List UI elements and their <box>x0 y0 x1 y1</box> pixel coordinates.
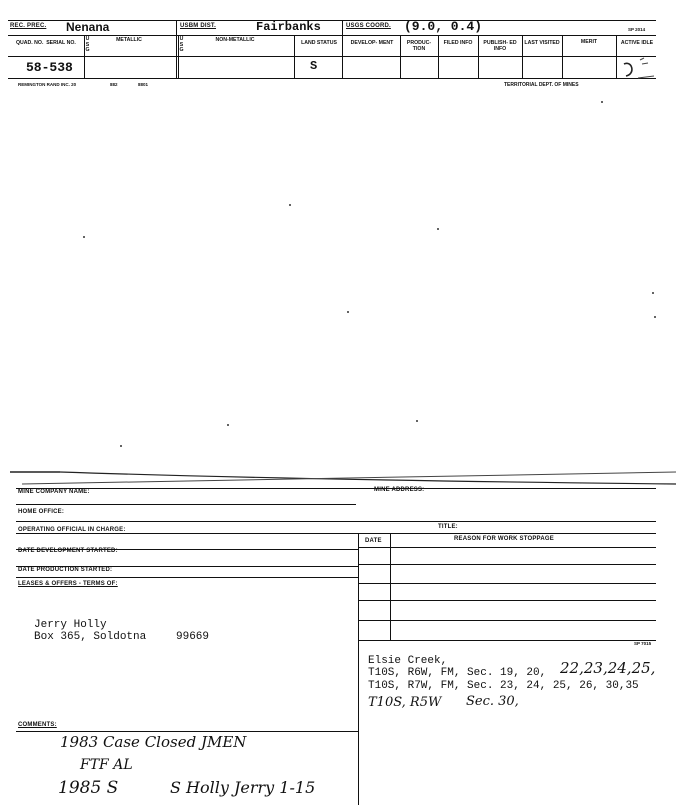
col-published: PUBLISH- ED INFO <box>483 40 517 52</box>
col-usg-metallic: U S G <box>85 36 90 53</box>
department-credit: TERRITORIAL DEPT. OF MINES <box>504 82 579 88</box>
date-production-label: DATE PRODUCTION STARTED: <box>18 567 113 573</box>
divider-merit <box>562 35 563 78</box>
divider-usbm <box>176 20 177 78</box>
lease-holder-address: Box 365, Soldotna <box>34 631 147 643</box>
form-number-top: SP 2014 <box>628 27 646 32</box>
speck <box>227 424 229 426</box>
speck <box>289 204 291 206</box>
col-nonmetallic: NON-METALLIC <box>215 37 255 43</box>
home-office-label: HOME OFFICE: <box>18 509 65 515</box>
lease-holder-name: Jerry Holly <box>34 619 107 631</box>
printer-code-2: 8801 <box>138 82 149 87</box>
location-line4-handwritten-a: T10S, R5W <box>368 695 442 710</box>
col-production: PRODUC- TION <box>406 40 432 52</box>
rule-leases <box>16 577 358 578</box>
usgs-coord-value: (9.0, 0.4) <box>404 19 483 34</box>
divider-filed <box>438 35 439 78</box>
rec-prec-label: REC. PREC. <box>10 23 47 29</box>
location-creek: Elsie Creek, <box>368 655 448 667</box>
divider-usgs <box>342 20 343 78</box>
table-row-rule <box>358 600 656 601</box>
card-top-edge <box>0 466 678 490</box>
rule-title <box>16 533 656 534</box>
comment-line3-a: 1985 S <box>58 778 119 798</box>
divider-active <box>616 35 617 78</box>
usgs-coord-label: USGS COORD. <box>346 23 391 29</box>
col-quad: QUAD. NO. <box>16 40 44 46</box>
table-row-rule <box>358 564 656 565</box>
speck <box>347 311 349 313</box>
speck <box>437 228 439 230</box>
col-active-idle: ACTIVE IDLE <box>620 40 654 46</box>
date-development-label: DATE DEVELOPMENT STARTED: <box>18 548 118 554</box>
header-row-rule <box>8 56 656 57</box>
col-usg-nonmetallic: U S G <box>179 36 184 53</box>
usbm-dist-value: Fairbanks <box>256 20 321 34</box>
speck <box>120 445 122 447</box>
land-status-value: S <box>310 59 318 73</box>
operating-official-label: OPERATING OFFICIAL IN CHARGE: <box>18 527 126 533</box>
col-serial: SERIAL NO. <box>46 40 76 46</box>
printer-credit: REMINGTON RAND INC. 20 <box>18 82 77 87</box>
form-number-bottom: SP 7015 <box>634 641 652 646</box>
col-filed: FILED INFO <box>443 40 473 46</box>
table-header-rule <box>358 547 656 548</box>
location-line2: T10S, R6W, FM, Sec. 19, 20, <box>368 667 547 679</box>
comment-line2: FTF AL <box>80 757 133 773</box>
mine-address-label: MINE ADDRESS: <box>374 487 425 493</box>
col-last-visited: LAST VISITED <box>524 40 560 46</box>
date-col-label: DATE <box>365 538 382 544</box>
location-line3: T10S, R7W, FM, Sec. 23, 24, 25, 26, 30,35 <box>368 680 639 692</box>
reason-col-label: REASON FOR WORK STOPPAGE <box>454 536 554 542</box>
col-land-status: LAND STATUS <box>301 40 337 46</box>
quad-serial-value: 58-538 <box>26 60 73 75</box>
comment-line1: 1983 Case Closed JMEN <box>60 733 247 751</box>
rule-comments <box>16 731 358 732</box>
speck <box>601 101 603 103</box>
header-bottom-rule <box>8 78 656 79</box>
rec-prec-value: Nenana <box>66 20 110 34</box>
active-idle-mark <box>618 56 658 82</box>
mine-company-label: MINE COMPANY NAME: <box>18 489 90 495</box>
divider-land <box>294 35 295 78</box>
rule-home <box>16 504 356 505</box>
header-mid-rule <box>8 35 656 36</box>
usbm-dist-label: USBM DIST. <box>180 23 217 29</box>
printer-code-1: 882 <box>110 82 118 87</box>
lease-holder-zip: 99669 <box>176 631 210 643</box>
rule-official <box>16 521 656 522</box>
table-date-divider <box>390 533 391 640</box>
location-line4-handwritten-b: Sec. 30, <box>466 694 519 709</box>
speck <box>416 420 418 422</box>
comments-label: COMMENTS: <box>18 722 57 728</box>
table-row-rule <box>358 583 656 584</box>
table-left-border <box>358 533 359 805</box>
table-row-rule <box>358 620 656 621</box>
speck <box>83 236 85 238</box>
col-development: DEVELOP- MENT <box>350 40 394 46</box>
title-label: TITLE: <box>438 524 458 530</box>
speck <box>652 292 654 294</box>
leases-label: LEASES & OFFERS - TERMS OF: <box>18 581 118 587</box>
rule-company <box>16 488 656 489</box>
col-merit: MERIT <box>580 39 598 45</box>
speck <box>654 316 656 318</box>
table-bottom-rule <box>358 640 656 641</box>
location-line2-handwritten: 22,23,24,25, <box>560 659 656 677</box>
col-metallic: METALLIC <box>116 37 142 43</box>
comment-line3-b: S Holly Jerry 1-15 <box>170 778 316 797</box>
